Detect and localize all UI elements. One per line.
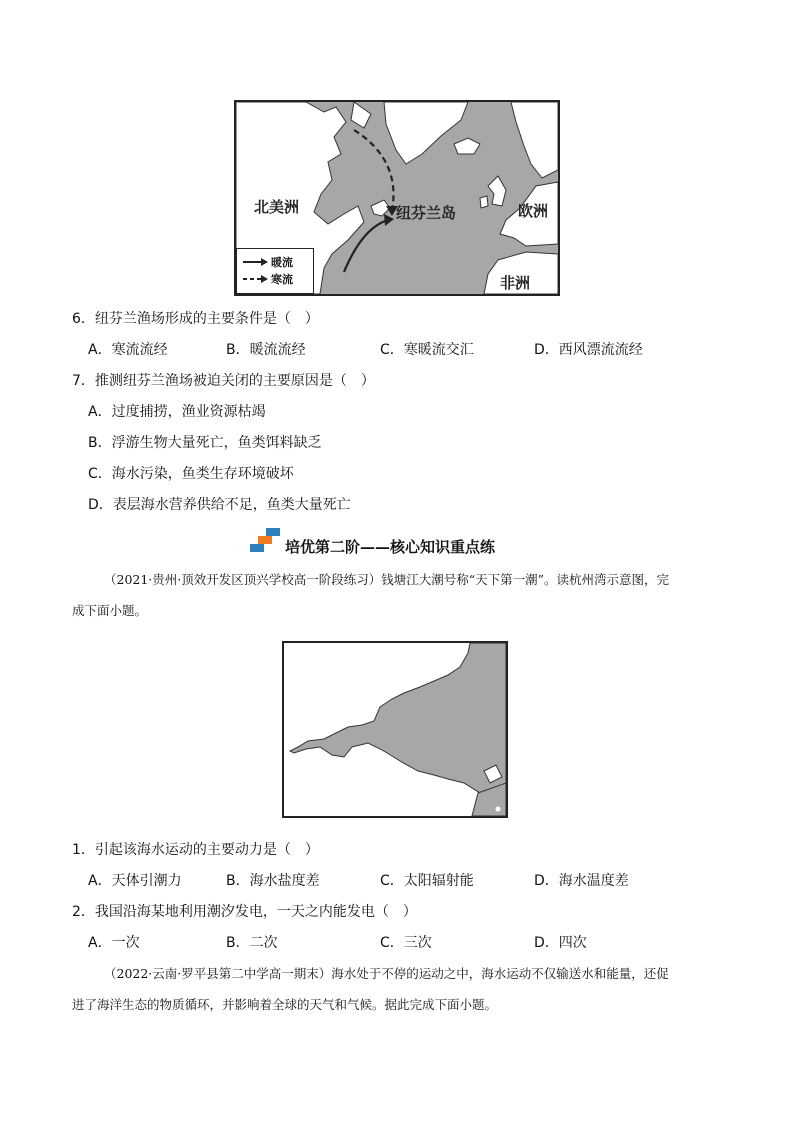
- q2-option-a: A．一次: [88, 935, 140, 951]
- q7-option-c: C．海水污染，鱼类生存环境破坏: [88, 466, 294, 482]
- q1-option-b: B．海水盐度差: [226, 873, 320, 889]
- q6-stem: 6．纽芬兰渔场形成的主要条件是（ ）: [72, 311, 319, 327]
- bay-drawing: [284, 643, 506, 816]
- q7-option-d: D．表层海水营养供给不足，鱼类大量死亡: [88, 497, 351, 513]
- legend-cold-label: 寒流: [271, 273, 293, 286]
- q6-option-a: A．寒流流经: [88, 342, 168, 358]
- q2-option-c: C．三次: [380, 935, 432, 951]
- north-atlantic-map: [234, 100, 560, 296]
- q1-stem: 1．引起该海水运动的主要动力是（ ）: [72, 842, 319, 858]
- intro2-line1: （2022·云南·罗平县第二中学高一期末）海水处于不停的运动之中，海水运动不仅输送水和能量，还促: [104, 966, 669, 981]
- section-title: 培优第二阶——核心知识重点练: [285, 538, 496, 556]
- q7-stem: 7．推测纽芬兰渔场被迫关闭的主要原因是（ ）: [72, 373, 375, 389]
- label-north-america: 北美洲: [254, 198, 300, 216]
- q1-option-c: C．太阳辐射能: [380, 873, 474, 889]
- q1-option-a: A．天体引潮力: [88, 873, 182, 889]
- q6-option-b: B．暖流流经: [226, 342, 306, 358]
- label-newfoundland: 纽芬兰岛: [396, 204, 457, 222]
- intro1-line1: （2021·贵州·顶效开发区顶兴学校高一阶段练习）钱塘江大潮号称“天下第一潮”。读杭州湾示意图，完: [104, 572, 670, 587]
- colored-squares-icon: [250, 528, 282, 554]
- q2-stem: 2．我国沿海某地利用潮汐发电，一天之内能发电（ ）: [72, 904, 417, 920]
- q6-option-d: D．西风漂流流经: [534, 342, 643, 358]
- intro2-line2: 进了海洋生态的物质循环，并影响着全球的天气和气候。据此完成下面小题。: [72, 997, 498, 1012]
- q1-option-d: D．海水温度差: [534, 873, 629, 889]
- hangzhou-bay-map: [282, 641, 508, 818]
- label-europe: 欧洲: [518, 202, 549, 220]
- q7-option-b: B．浮游生物大量死亡，鱼类饵料缺乏: [88, 435, 322, 451]
- q7-option-a: A．过度捕捞，渔业资源枯竭: [88, 404, 266, 420]
- legend-warm-label: 暖流: [271, 256, 293, 269]
- intro1-line2: 成下面小题。: [72, 603, 148, 618]
- map-legend: [236, 248, 314, 294]
- q6-option-c: C．寒暖流交汇: [380, 342, 474, 358]
- q2-option-d: D．四次: [534, 935, 587, 951]
- label-africa: 非洲: [500, 274, 531, 292]
- q2-option-b: B．二次: [226, 935, 278, 951]
